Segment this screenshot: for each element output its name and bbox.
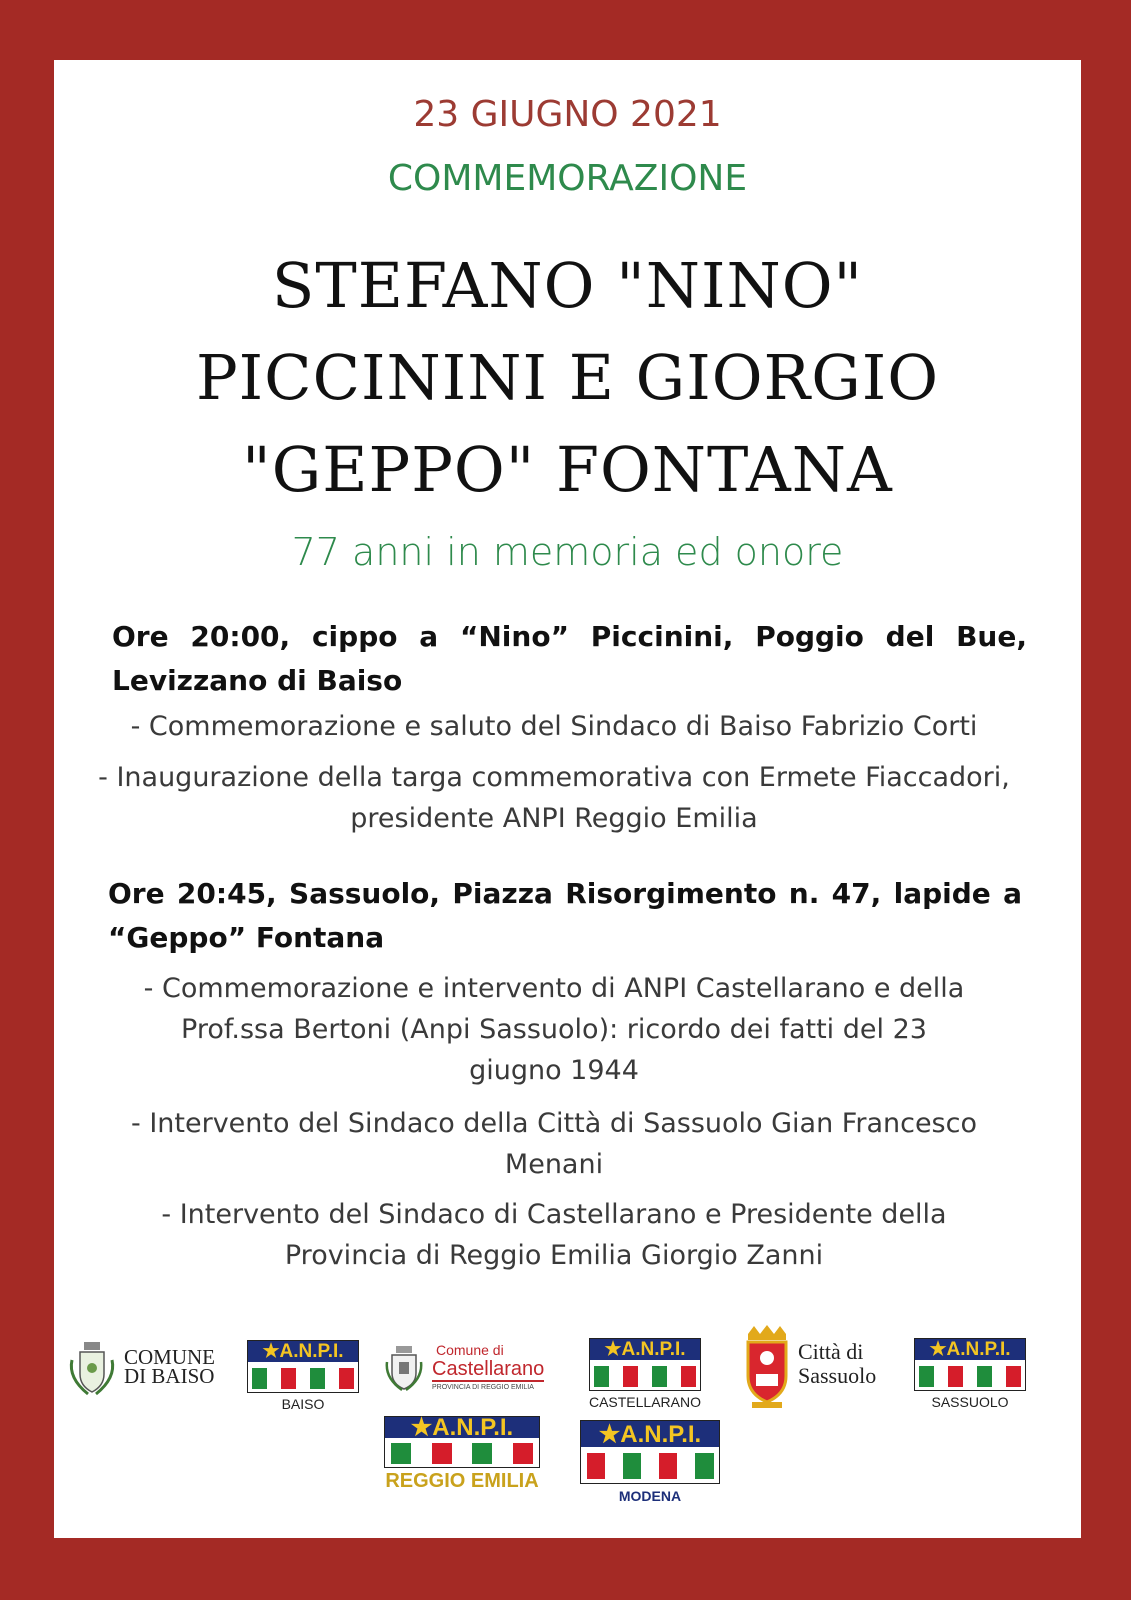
castellarano-line1: Comune di <box>436 1342 504 1358</box>
event-2-heading <box>108 872 1022 960</box>
event-1-item: - Commemorazione e saluto del Sindaco di Baiso Fabrizio Corti <box>130 711 978 742</box>
anpi-flag-stripes <box>252 1368 353 1389</box>
anpi-sassuolo-logo <box>914 1338 1026 1391</box>
anpi-castellarano-caption: CASTELLARANO <box>588 1394 702 1410</box>
anpi-modena-logo <box>580 1420 720 1484</box>
event-date: 23 GIUGNO 2021 <box>413 94 722 135</box>
anpi-star-label: ★A.N.P.I. <box>581 1421 719 1447</box>
sassuolo-line2: Sassuolo <box>798 1363 877 1388</box>
event-type: COMMEMORAZIONE <box>387 158 748 199</box>
title-line: STEFANO "NINO" <box>271 249 864 322</box>
anpi-flag-stripes <box>919 1366 1020 1387</box>
event-1-heading <box>112 615 1027 703</box>
comune-castellarano-logo <box>384 1342 564 1398</box>
event-2-item: - Commemorazione e intervento di ANPI Castellarano e della Prof.ssa Bertoni (Anpi Sassuolo): ricordo dei fatti del 23 giugno 1944 <box>143 973 965 1086</box>
event-heading-line: Levizzano di Baiso <box>112 664 403 697</box>
baiso-line1: COMUNE <box>124 1345 216 1369</box>
castellarano-line2: Castellarano <box>432 1358 545 1380</box>
citta-sassuolo-logo <box>742 1324 902 1410</box>
baiso-crest-icon <box>66 1340 118 1398</box>
comune-baiso-logo <box>66 1340 226 1400</box>
baiso-logo-text <box>124 1345 216 1388</box>
castellarano-line3: PROVINCIA DI REGGIO EMILIA <box>432 1384 534 1391</box>
event-heading-line: Ore 20:00, cippo a “Nino” Piccinini, Poggio del Bue, <box>112 620 1027 653</box>
title-line: PICCININI E GIORGIO <box>195 341 940 414</box>
anpi-star-label: ★A.N.P.I. <box>915 1339 1025 1360</box>
anpi-modena-caption: MODENA <box>618 1488 682 1504</box>
anpi-baiso-caption: BAISO <box>281 1396 325 1412</box>
baiso-line2: DI BAISO <box>124 1364 215 1388</box>
anpi-flag-stripes <box>587 1453 714 1479</box>
anpi-reggio-logo <box>384 1416 540 1468</box>
poster-subtitle: 77 anni in memoria ed onore <box>291 530 844 574</box>
event-2-item: - Intervento del Sindaco della Città di Sassuolo Gian Francesco Menani <box>131 1108 977 1180</box>
event-2-item: - Intervento del Sindaco di Castellarano e Presidente della Provincia di Reggio Emilia Giorgio Zanni <box>161 1199 947 1271</box>
event-1-item: - Inaugurazione della targa commemorativa con Ermete Fiaccadori, presidente ANPI Reggio Emilia <box>98 762 1010 834</box>
anpi-star-label: ★A.N.P.I. <box>248 1341 358 1362</box>
anpi-star-label: ★A.N.P.I. <box>590 1339 700 1360</box>
castellarano-logo-text <box>432 1342 544 1393</box>
event-heading-line: “Geppo” Fontana <box>108 921 385 954</box>
anpi-baiso-logo <box>247 1340 359 1393</box>
title-line: "GEPPO" FONTANA <box>242 433 893 506</box>
anpi-flag-stripes <box>594 1366 695 1387</box>
castellarano-crest-icon <box>384 1344 424 1394</box>
sassuolo-logo-text <box>798 1340 876 1388</box>
anpi-star-label: ★A.N.P.I. <box>385 1417 539 1438</box>
poster-title <box>54 240 1081 516</box>
poster-panel <box>54 60 1081 1538</box>
event-heading-line: Ore 20:45, Sassuolo, Piazza Risorgimento n. 47, lapide a <box>108 877 1022 910</box>
anpi-flag-stripes <box>391 1443 533 1464</box>
sassuolo-line1: Città di <box>798 1339 864 1364</box>
anpi-reggio-caption: REGGIO EMILIA <box>385 1470 539 1492</box>
anpi-sassuolo-caption: SASSUOLO <box>931 1394 1009 1410</box>
sassuolo-crest-icon <box>742 1324 792 1410</box>
anpi-castellarano-logo <box>589 1338 701 1391</box>
